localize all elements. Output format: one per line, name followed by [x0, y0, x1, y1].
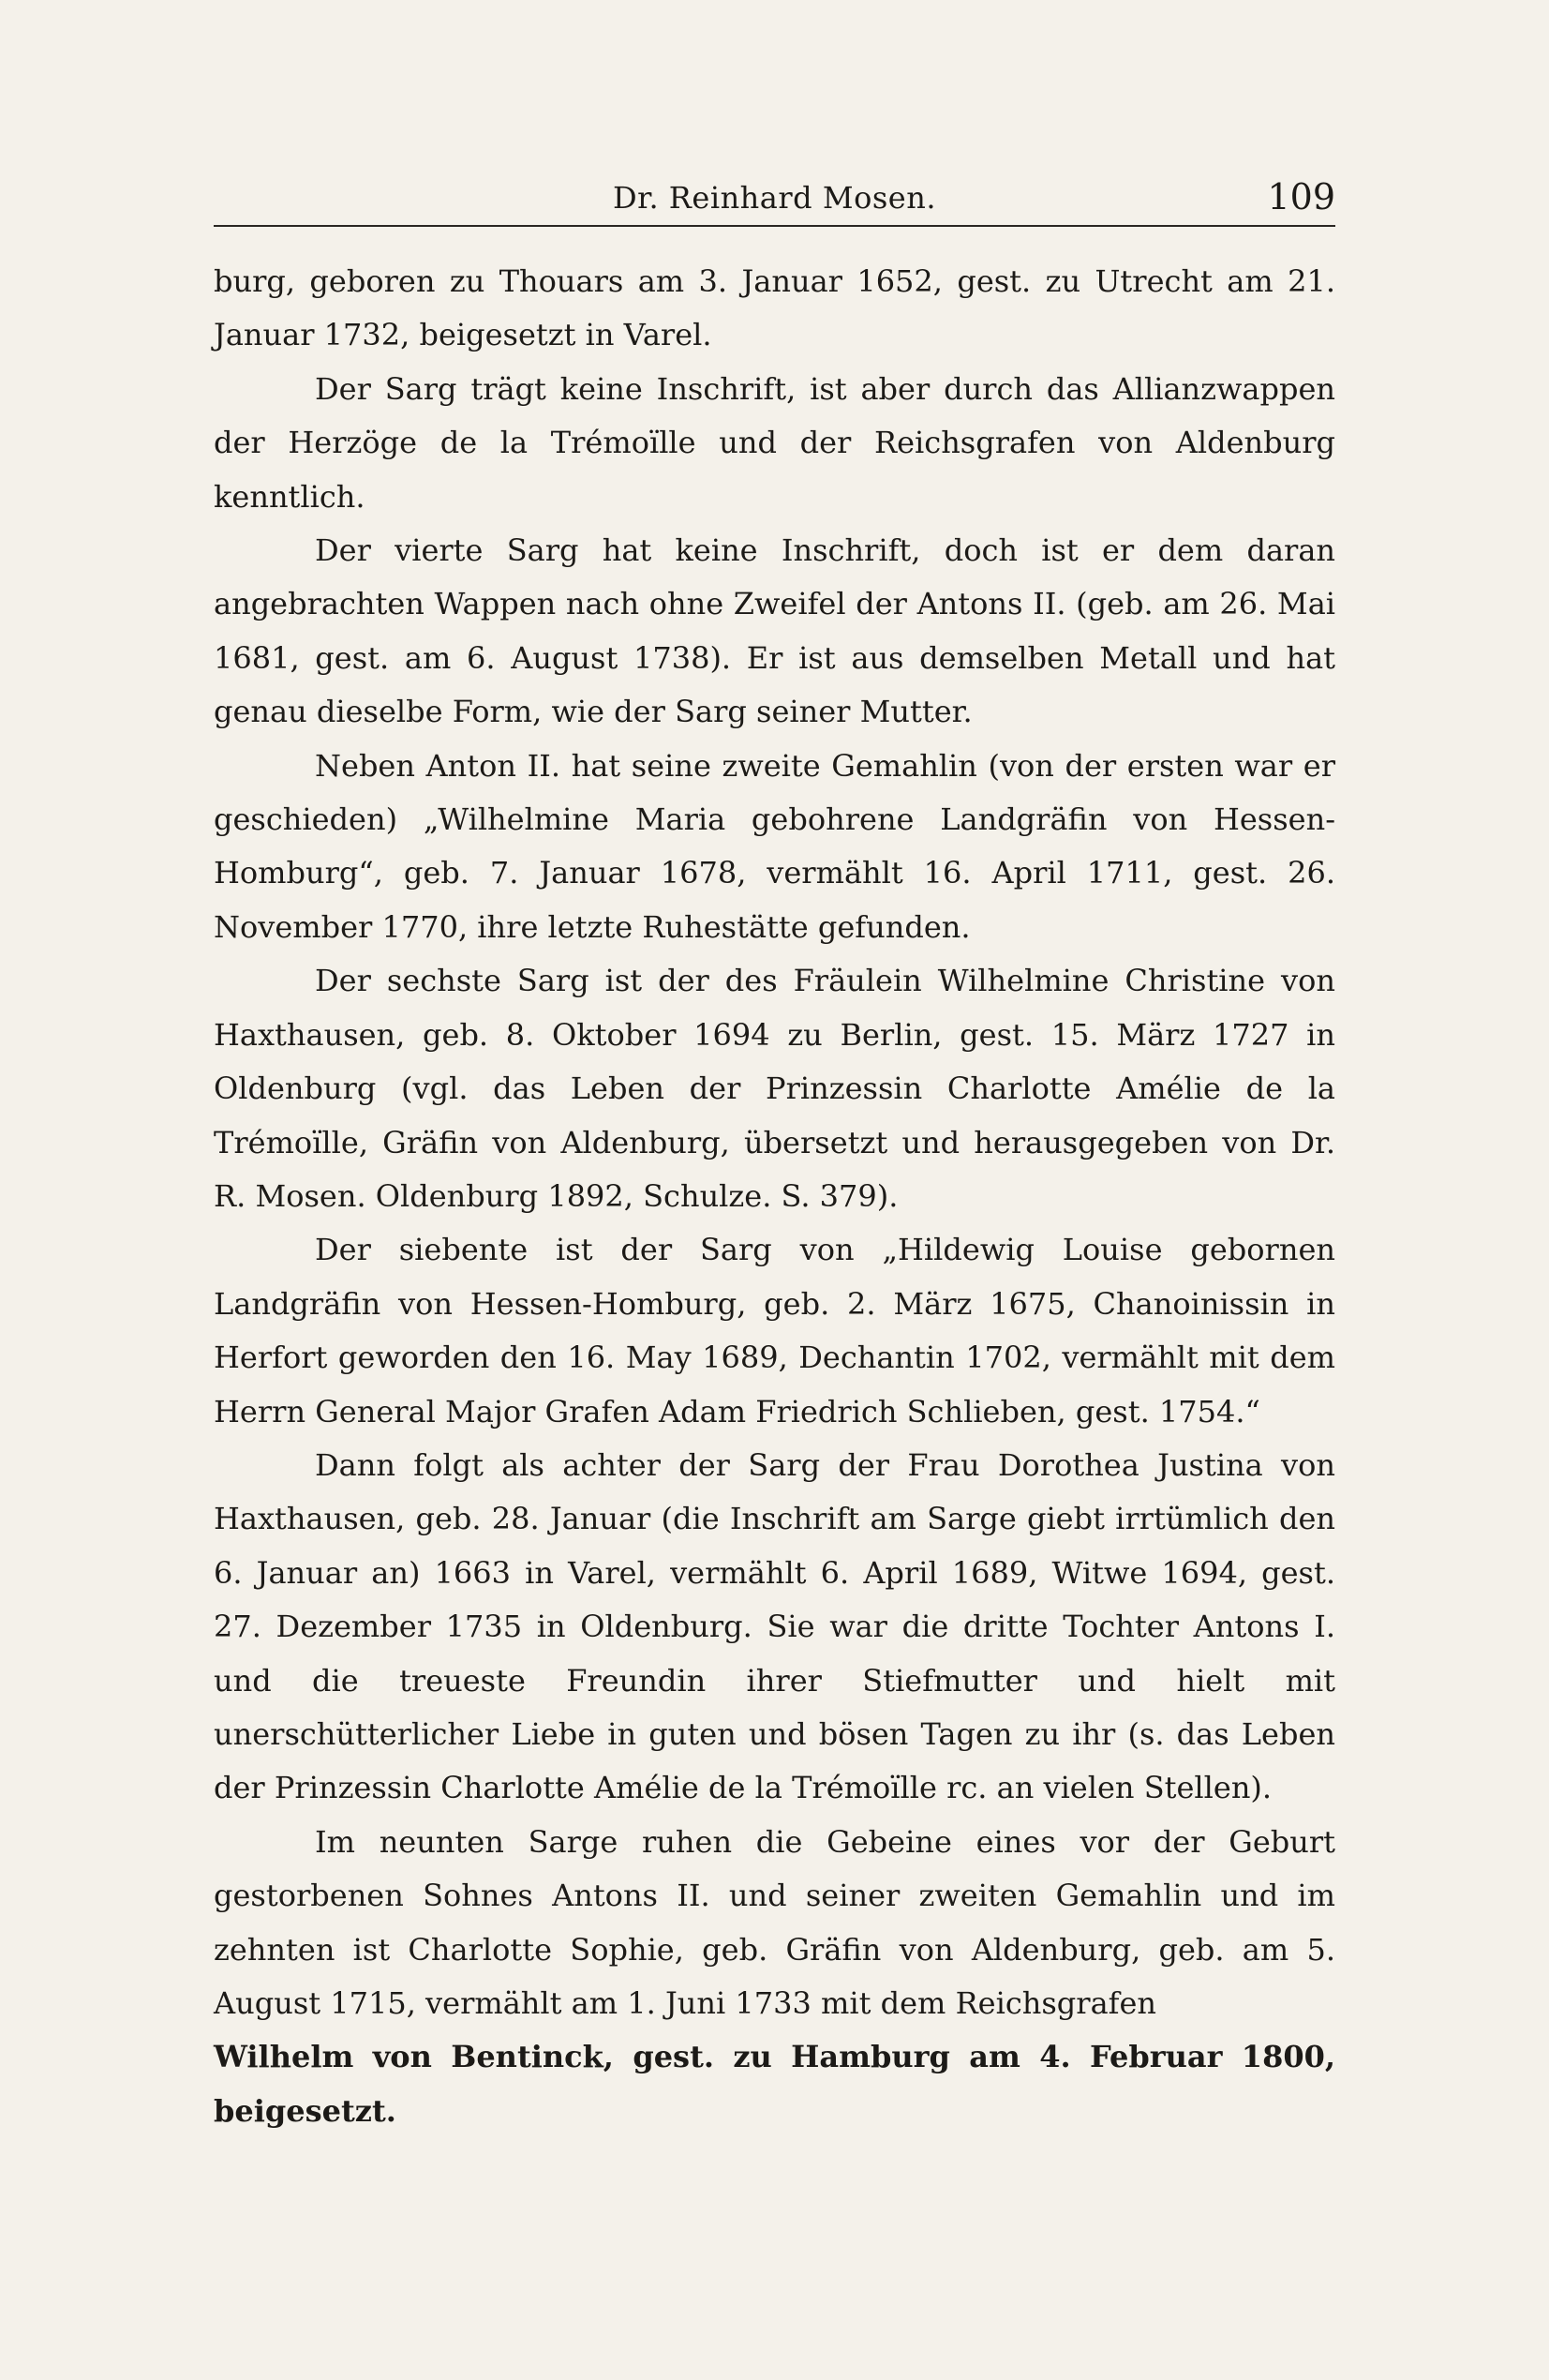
paragraph: Im neunten Sarge ruhen die Gebeine eines vor der Geburt gestorbenen Sohnes Antons II. und seiner zweiten Gemahlin und im zehnten ist Charlotte Sophie, geb. Gräfin von Aldenburg, geb. am 5. August 1715, vermählt am 1. Juni 1733 mit dem Reichsgrafen: [214, 1823, 1335, 2021]
body-text: [214, 255, 1335, 2138]
page-number: 109: [1267, 176, 1335, 217]
paragraph: Dann folgt als achter der Sarg der Frau Dorothea Justina von Haxthausen, geb. 28. Januar (die Inschrift am Sarge giebt irrtümlich den 6. Januar an) 1663 in Varel, vermählt 6. April 1689, Witwe 1694, gest. 27. Dezember 1735 in Oldenburg. Sie war die dritte Tochter Antons I. und die treueste Freundin ihrer Stiefmutter und hielt mit unerschütterlicher Liebe in guten und bösen Tagen zu ihr (s. das Leben der Prinzessin Charlotte Amélie de la Trémoïlle rc. an vielen Stellen).: [214, 1446, 1335, 1806]
paragraph: Der vierte Sarg hat keine Inschrift, doch ist er dem daran angebrachten Wappen nach ohne Zweifel der Antons II. (geb. am 26. Mai 1681, gest. am 6. August 1738). Er ist aus demselben Metall und hat genau dieselbe Form, wie der Sarg seiner Mutter.: [214, 532, 1335, 730]
paragraph: Der sechste Sarg ist der des Fräulein Wilhelmine Christine von Haxthausen, geb. 8. Oktober 1694 zu Berlin, gest. 15. März 1727 in Oldenburg (vgl. das Leben der Prinzessin Charlotte Amélie de la Trémoïlle, Gräfin von Aldenburg, übersetzt und herausgegeben von Dr. R. Mosen. Oldenburg 1892, Schulze. S. 379).: [214, 963, 1335, 1214]
running-title: Dr. Reinhard Mosen.: [613, 180, 936, 216]
paragraph: Der siebente ist der Sarg von „Hildewig Louise gebornen Landgräfin von Hessen-Homburg, geb. 2. März 1675, Chanoinissin in Herfort geworden den 16. May 1689, Dechantin 1702, vermählt mit dem Herrn General Major Grafen Adam Friedrich Schlieben, gest. 1754.“: [214, 1232, 1335, 1429]
book-page: [214, 169, 1335, 2138]
paragraph-continuation: burg, geboren zu Thouars am 3. Januar 1652, gest. zu Utrecht am 21. Januar 1732, beigesetzt in Varel.: [214, 263, 1335, 353]
page-header: [214, 169, 1335, 227]
paragraph-final-line: Wilhelm von Bentinck, gest. zu Hamburg am 4. Februar 1800, beigesetzt.: [214, 2039, 1335, 2129]
paragraph: Neben Anton II. hat seine zweite Gemahlin (von der ersten war er geschieden) „Wilhelmine Maria gebohrene Landgräfin von Hessen-Homburg“, geb. 7. Januar 1678, vermählt 16. April 1711, gest. 26. November 1770, ihre letzte Ruhestätte gefunden.: [214, 747, 1335, 945]
paragraph: Der Sarg trägt keine Inschrift, ist aber durch das Allianzwappen der Herzöge de la Trémoïlle und der Reichsgrafen von Aldenburg kenntlich.: [214, 370, 1335, 515]
